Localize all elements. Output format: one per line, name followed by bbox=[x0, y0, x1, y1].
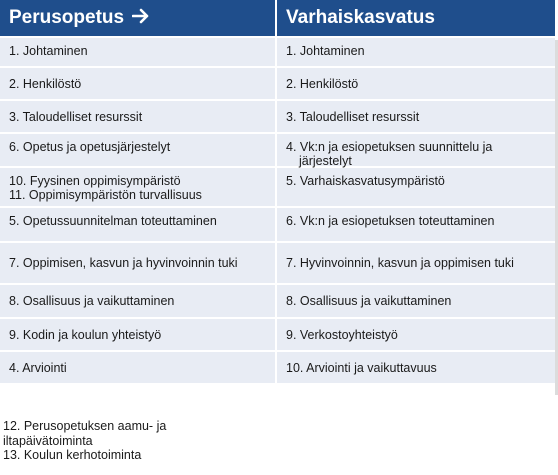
arrow-right-icon bbox=[132, 8, 150, 28]
cell-text: 7. Hyvinvoinnin, kasvun ja oppimisen tuki bbox=[286, 256, 514, 270]
table-cell-left bbox=[0, 285, 277, 319]
table-cell-left bbox=[0, 168, 277, 208]
table-cell-right bbox=[277, 285, 555, 319]
cell-text: 8. Osallisuus ja vaikuttaminen bbox=[286, 294, 452, 308]
footnotes bbox=[3, 419, 203, 463]
cell-text: 4. Vk:n ja esiopetuksen suunnittelu ja bbox=[286, 140, 493, 154]
table-cell-right bbox=[277, 208, 555, 243]
cell-text-continued: järjestelyt bbox=[299, 154, 352, 168]
cell-text: 1. Johtaminen bbox=[286, 44, 365, 58]
table-cell-right bbox=[277, 352, 555, 385]
table-cell-right bbox=[277, 101, 555, 134]
table-cell-left bbox=[0, 352, 277, 385]
header-varhaiskasvatus-label: Varhaiskasvatus bbox=[286, 7, 435, 28]
table-cell-left bbox=[0, 134, 277, 168]
cell-text: 2. Henkilöstö bbox=[286, 76, 359, 91]
table-cell-left bbox=[0, 243, 277, 285]
footnote-line: iltapäivätoiminta bbox=[3, 433, 93, 448]
cell-text: 2. Henkilöstö bbox=[9, 76, 82, 91]
header-perusopetus bbox=[0, 0, 277, 38]
cell-text: 5. Opetussuunnitelman toteuttaminen bbox=[9, 214, 217, 228]
cell-text: 9. Kodin ja koulun yhteistyö bbox=[9, 327, 162, 342]
table-cell-left bbox=[0, 38, 277, 68]
cell-text: 11. Oppimisympäristön turvallisuus bbox=[9, 188, 202, 202]
cell-text: 6. Opetus ja opetusjärjestelyt bbox=[9, 140, 171, 154]
table-cell-left bbox=[0, 208, 277, 243]
cell-text: 7. Oppimisen, kasvun ja hyvinvoinnin tuki bbox=[9, 256, 238, 270]
cell-text: 3. Taloudelliset resurssit bbox=[9, 109, 143, 124]
table-cell-right bbox=[277, 134, 555, 168]
cell-text: 4. Arviointi bbox=[9, 360, 67, 375]
header-perusopetus-label: Perusopetus bbox=[9, 7, 125, 28]
cell-text: 8. Osallisuus ja vaikuttaminen bbox=[9, 294, 175, 308]
table-cell-right bbox=[277, 68, 555, 101]
footnote-line: 13. Koulun kerhotoiminta bbox=[3, 448, 142, 462]
cell-text: 10. Arviointi ja vaikuttavuus bbox=[286, 360, 437, 375]
cell-text: 6. Vk:n ja esiopetuksen toteuttaminen bbox=[286, 214, 495, 228]
cell-text: 10. Fyysinen oppimisympäristö bbox=[9, 174, 181, 188]
table-cell-left bbox=[0, 319, 277, 352]
table-cell-right bbox=[277, 38, 555, 68]
table-cell-left bbox=[0, 101, 277, 134]
table-cell-right bbox=[277, 319, 555, 352]
footnote-line: 12. Perusopetuksen aamu- ja bbox=[3, 419, 167, 433]
cell-text: 1. Johtaminen bbox=[9, 44, 88, 58]
cell-text: 9. Verkostoyhteistyö bbox=[286, 327, 398, 342]
table-cell-right bbox=[277, 168, 555, 208]
header-varhaiskasvatus bbox=[277, 0, 555, 38]
table-cell-right bbox=[277, 243, 555, 285]
table-cell-left bbox=[0, 68, 277, 101]
cell-text: 5. Varhaiskasvatusympäristö bbox=[286, 174, 445, 188]
cell-text: 3. Taloudelliset resurssit bbox=[286, 109, 420, 124]
